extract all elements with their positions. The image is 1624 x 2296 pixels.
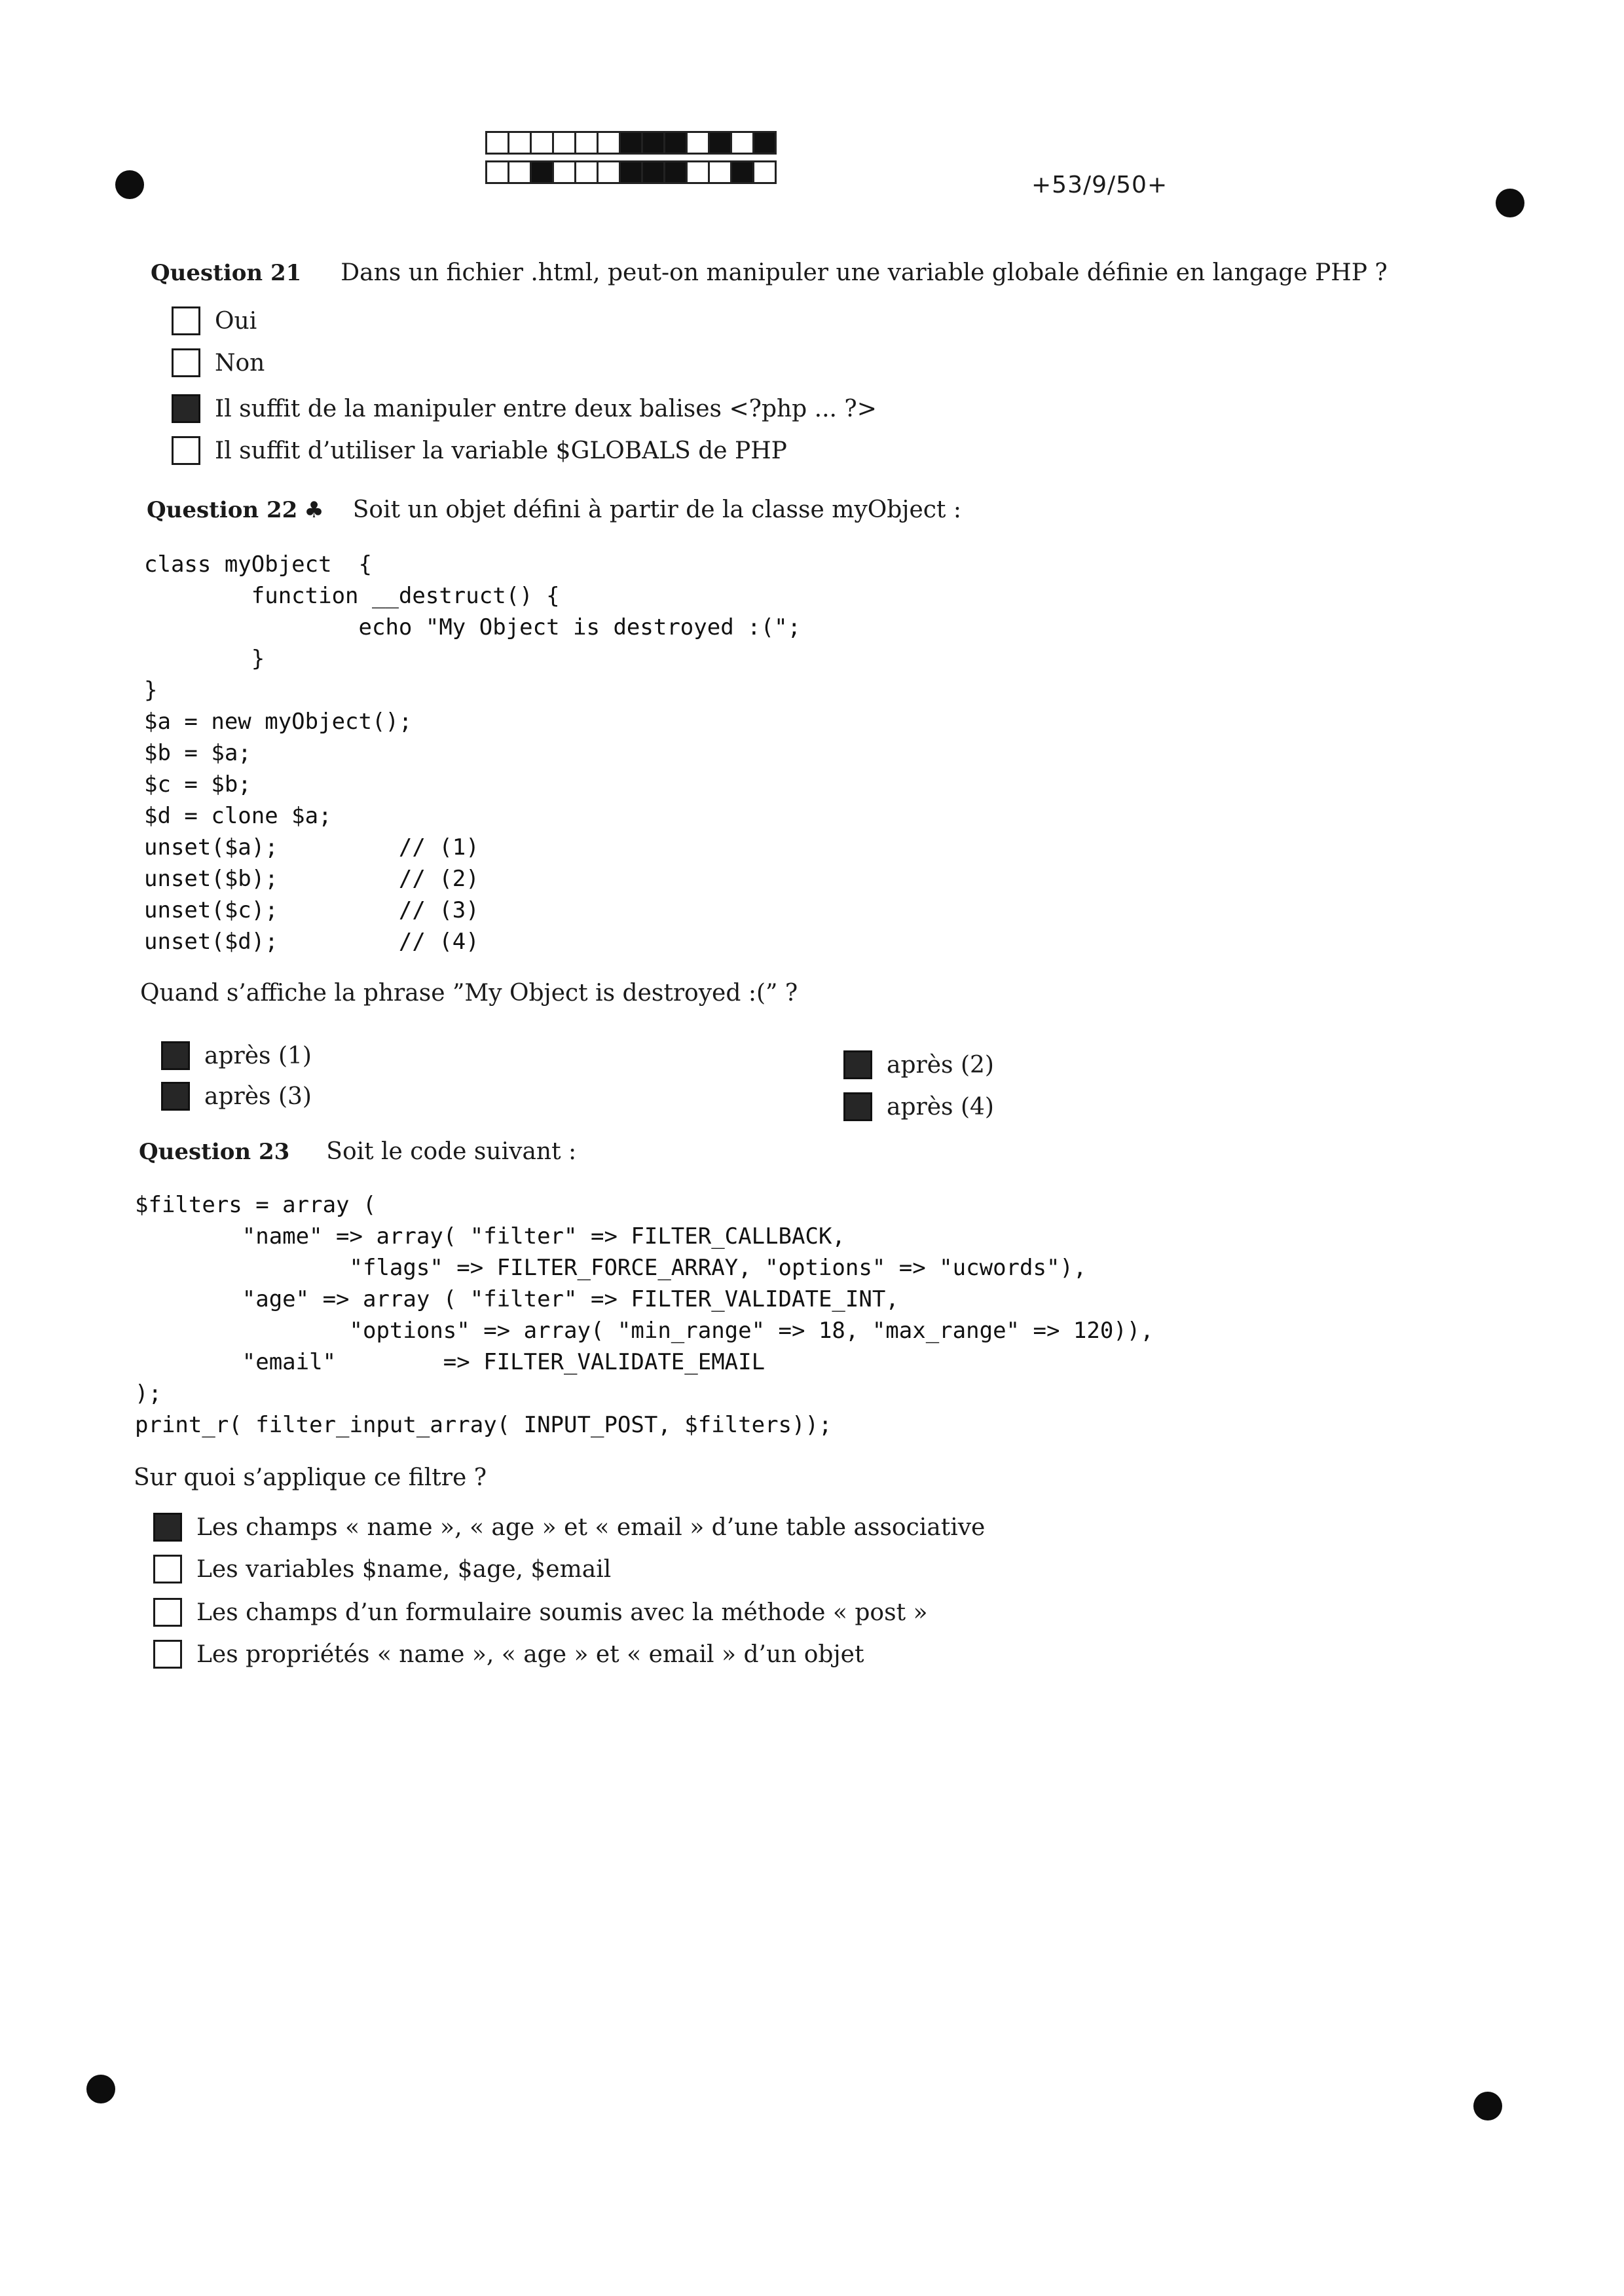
question-text: Soit le code suivant : <box>326 1138 577 1165</box>
q21-option-3[interactable] <box>172 394 877 423</box>
barcode-cell <box>574 131 599 155</box>
answer-checkbox[interactable] <box>843 1092 872 1121</box>
answer-checkbox[interactable] <box>161 1041 190 1070</box>
registration-mark-top-left <box>115 170 144 199</box>
barcode-cell <box>552 160 576 184</box>
question-22-header <box>147 496 961 523</box>
q23-option-3[interactable] <box>153 1598 928 1627</box>
question-label: Question 22 <box>147 497 298 523</box>
q22-option-3[interactable] <box>161 1082 312 1111</box>
option-label: Non <box>215 349 265 377</box>
answer-checkbox[interactable] <box>172 306 200 335</box>
code-block-myobject: class myObject { function __destruct() { echo "My Object is destroyed :("; } } $a = new myObject(); $b = $a; $c = $b; $d = clone $a; unset($a); // (1) unset($b); // (2) unset($c); // (3) unset($d); // (4) <box>144 551 802 955</box>
barcode-cell <box>663 160 688 184</box>
barcode-cell <box>597 131 621 155</box>
q23-option-1[interactable] <box>153 1513 985 1542</box>
barcode-cell <box>507 160 532 184</box>
q22-option-2[interactable] <box>843 1050 994 1079</box>
option-label: Les propriétés « name », « age » et « email » d’un objet <box>196 1640 864 1668</box>
answer-checkbox[interactable] <box>153 1513 182 1542</box>
option-label: après (1) <box>204 1042 312 1069</box>
barcode-cell <box>686 160 710 184</box>
answer-checkbox[interactable] <box>153 1598 182 1627</box>
barcode-cell <box>708 131 732 155</box>
option-label: Il suffit de la manipuler entre deux balises <?php ... ?> <box>215 395 877 422</box>
copy-reference: +53/9/50+ <box>1031 172 1168 198</box>
barcode-cell <box>530 131 554 155</box>
option-label: après (2) <box>887 1051 994 1079</box>
q22-option-4[interactable] <box>843 1092 994 1121</box>
question-label: Question 23 <box>139 1139 290 1165</box>
question-22-prompt: Quand s’affiche la phrase ”My Object is destroyed :(” ? <box>140 980 798 1007</box>
answer-checkbox[interactable] <box>843 1050 872 1079</box>
answer-checkbox[interactable] <box>172 436 200 465</box>
barcode-cell <box>530 160 554 184</box>
barcode-cell <box>619 131 643 155</box>
barcode-cell <box>730 160 754 184</box>
option-label: Les variables $name, $age, $email <box>196 1555 612 1583</box>
question-text: Dans un fichier .html, peut-on manipuler une variable globale définie en langage PHP ? <box>341 259 1388 286</box>
barcode-bottom <box>487 160 777 184</box>
barcode-cell <box>752 131 777 155</box>
question-21-header <box>151 259 1388 286</box>
barcode-cell <box>552 131 576 155</box>
registration-mark-top-right <box>1496 189 1524 217</box>
q23-option-4[interactable] <box>153 1640 864 1669</box>
answer-checkbox[interactable] <box>172 348 200 377</box>
option-label: Oui <box>215 307 257 335</box>
q21-option-4[interactable] <box>172 436 787 465</box>
barcode-cell <box>641 131 665 155</box>
barcode-cell <box>574 160 599 184</box>
registration-mark-bottom-right <box>1473 2092 1502 2120</box>
barcode-cell <box>641 160 665 184</box>
code-block-filters: $filters = array ( "name" => array( "filter" => FILTER_CALLBACK, "flags" => FILTER_FORCE_ARRAY, "options" => "ucwords"), "age" => array ( "filter" => FILTER_VALIDATE_INT, "options" => array( "min_range" => 18, "max_range" => 120)), "email" => FILTER_VALIDATE_EMAIL ); print_r( filter_input_array( INPUT_POST, $filters)); <box>135 1192 1154 1438</box>
barcode-cell <box>663 131 688 155</box>
q22-option-1[interactable] <box>161 1041 312 1070</box>
barcode-top <box>487 131 777 155</box>
option-label: Les champs d’un formulaire soumis avec la méthode « post » <box>196 1599 928 1626</box>
club-icon: ♣ <box>304 497 324 523</box>
barcode-cell <box>485 131 509 155</box>
q23-option-2[interactable] <box>153 1555 611 1583</box>
question-23-prompt: Sur quoi s’applique ce filtre ? <box>134 1464 487 1491</box>
question-label: Question 21 <box>151 260 302 286</box>
barcode-cell <box>686 131 710 155</box>
option-label: après (3) <box>204 1083 312 1110</box>
option-label: Les champs « name », « age » et « email » d’une table associative <box>196 1513 986 1541</box>
option-label: Il suffit d’utiliser la variable $GLOBALS de PHP <box>215 437 787 464</box>
barcode-cell <box>485 160 509 184</box>
barcode-cell <box>752 160 777 184</box>
question-23-header <box>139 1138 576 1165</box>
barcode-cell <box>708 160 732 184</box>
registration-mark-bottom-left <box>86 2075 115 2103</box>
answer-checkbox[interactable] <box>161 1082 190 1111</box>
barcode-cell <box>730 131 754 155</box>
q21-option-2[interactable] <box>172 348 265 377</box>
answer-checkbox[interactable] <box>153 1640 182 1669</box>
answer-checkbox[interactable] <box>153 1555 182 1583</box>
q21-option-1[interactable] <box>172 306 257 335</box>
barcode-cell <box>597 160 621 184</box>
answer-checkbox[interactable] <box>172 394 200 423</box>
question-text: Soit un objet défini à partir de la classe myObject : <box>352 496 961 523</box>
option-label: après (4) <box>887 1093 994 1120</box>
barcode-cell <box>507 131 532 155</box>
barcode-cell <box>619 160 643 184</box>
